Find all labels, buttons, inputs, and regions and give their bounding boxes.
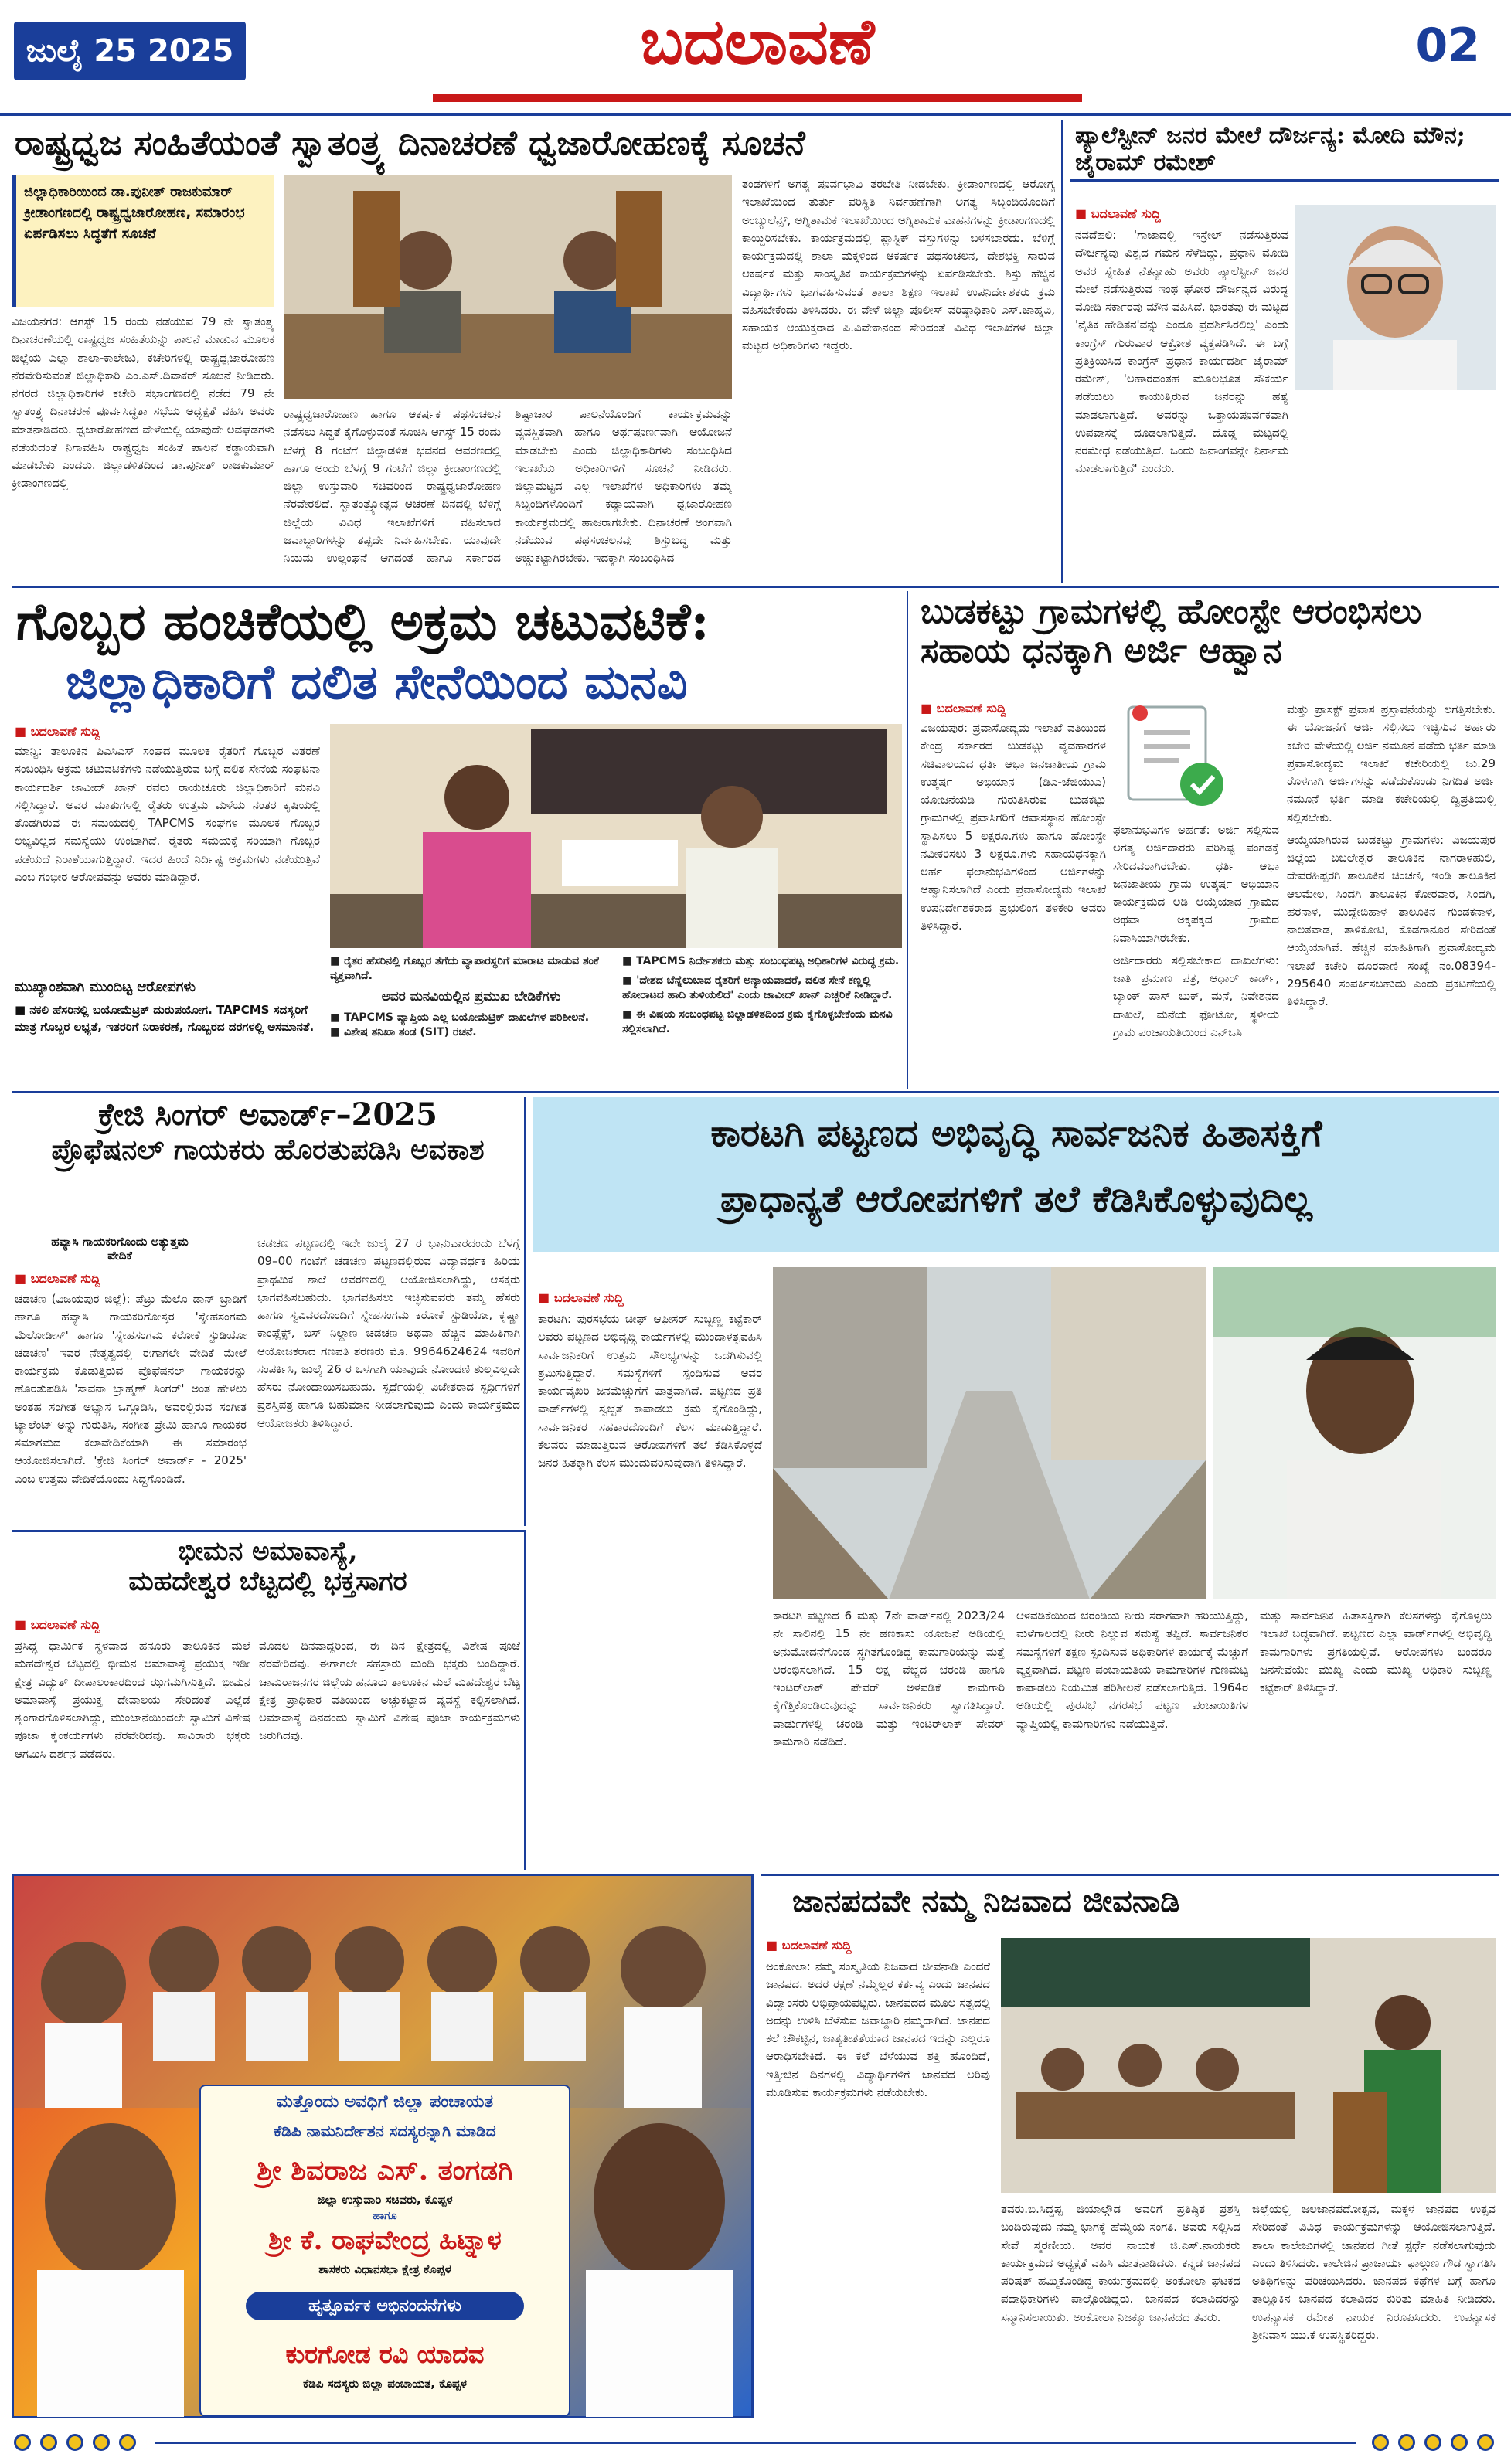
ad-from: ಕುರಗೋಡ ರವಿ ಯಾದವ (285, 2340, 485, 2369)
footer-dot (93, 2434, 110, 2451)
mm-hills-body: ಪ್ರಸಿದ್ಧ ಧಾರ್ಮಿಕ ಸ್ಥಳವಾದ ಹನೂರು ತಾಲೂಕಿನ ಮಲೆ ಮಹದೇಶ್ವರ ಬೆಟ್ಟದಲ್ಲಿ ಭೀಮನ ಅಮಾವಾಸ್ಯೆ ಪ್ರಯುಕ್ತ ಇಡೀ ಕ್ಷೇತ್ರ ವಿದ್ಯುತ್ ದೀಪಾಲಂಕಾರದಿಂದ ಝಗಮಗಿಸುತ್ತಿದೆ. ಭೀಮನ ಅಮಾವಾಸ್ಯೆ ಪ್ರಯುಕ್ತ ದೇವಾಲಯ ಸೇರಿದಂತೆ ಎಲ್ಲೆಡೆ ಶೃಂಗಾರಗೊಳಿಸಲಾಗಿದ್ದು, ಮುಂಜಾನೆಯಿಂದಲೇ ಸ್ವಾಮಿಗೆ ವಿಶೇಷ ಪೂಜಾ ಕೈಂಕರ್ಯಗಳು ನೆರವೇರಿದವು. ಸಾವಿರಾರು ಭಕ್ತರು ಆಗಮಿಸಿ ದರ್ಶನ ಪಡೆದರು. (15, 1639, 250, 1761)
folklore-body: ಅಂಕೋಲಾ: ನಮ್ಮ ಸಂಸ್ಕೃತಿಯ ನಿಜವಾದ ಜೀವನಾಡಿ ಎಂದರೆ ಜಾನಪದ. ಅದರ ರಕ್ಷಣೆ ನಮ್ಮೆಲ್ಲರ ಕರ್ತವ್ಯ ಎಂದು ಜಾನಪದ ವಿದ್ವಾಂಸರು ಅಭಿಪ್ರಾಯಪಟ್ಟರು. ಜಾನಪದದ ಮೂಲ ಸತ್ವದಲ್ಲಿ ಅದನ್ನು ಉಳಿಸಿ ಬೆಳೆಸುವ ಜವಾಬ್ದಾರಿ ನಮ್ಮದಾಗಿದೆ. ಜಾನಪದ ಕಲೆ ಚೌಕಟ್ಟಿನ, ಜಾತ್ಯತೀತತೆಯಾದ ಜಾನಪದ ಇದನ್ನು ಎಲ್ಲರೂ ಆರಾಧಿಸಬೇಕಿದೆ. ಈ ಕಲೆ ಬೆಳೆಯುವ ಶಕ್ತಿ ಹೊಂದಿದೆ, ಇತ್ತೀಚಿನ ದಿನಗಳಲ್ಲಿ ವಿದ್ಯಾರ್ಥಿಗಳಿಗೆ ಜಾನಪದ ಅರಿವು ಮೂಡಿಸುವ ಕಾರ್ಯಕ್ರಮಗಳು ನಡೆಯಬೇಕು. (766, 1959, 990, 2099)
folklore-photo-svg (1001, 1938, 1496, 2193)
caption-1-item-a: ■ TAPCMS ವ್ಯಾಪ್ತಿಯ ಎಲ್ಲ ಬಯೋಮೆಟ್ರಿಕ್ ದಾಖಲೆಗಳ ಪರಿಶೀಲನೆ. (330, 1011, 590, 1024)
ad-left-portrait (22, 2085, 199, 2417)
footer-dot (66, 2434, 83, 2451)
flag-code-kicker: ಜಿಲ್ಲಾಧಿಕಾರಿಯಿಂದ ಡಾ.ಪುನೀತ್ ರಾಜಕುಮಾರ್ ಕ್ರೀಡಾಂಗಣದಲ್ಲಿ ರಾಷ್ಟ್ರಧ್ವಜಾರೋಹಣ, ಸಮಾರಂಭ ಏರ್ಪಡಿಸಲು ಸಿದ್ಧತೆಗೆ ಸೂಚನೆ (12, 175, 274, 307)
divider-2 (12, 1091, 1499, 1093)
footer-dot (119, 2434, 136, 2451)
fertilizer-caption-2 (622, 954, 902, 1036)
homestay-eligibility (1113, 821, 1279, 1082)
road-photo-svg (773, 1267, 1206, 1599)
mm-hills-headline-1: ಭೀಮನ ಅಮಾವಾಸ್ಯೆ, (178, 1536, 358, 1567)
homestay-right (1287, 701, 1496, 1082)
homestay-documents-text: ಅರ್ಜಿದಾರರು ಸಲ್ಲಿಸಬೇಕಾದ ದಾಖಲೆಗಳು: ಜಾತಿ ಪ್ರಮಾಣ ಪತ್ರ, ಆಧಾರ್ ಕಾರ್ಡ್, ಬ್ಯಾಂಕ್ ಪಾಸ್ ಬುಕ್, ಮನೆ, ನಿವೇಶನದ ದಾಖಲೆ, ಮನೆಯ ಫೋಟೋ, ಸ್ಥಳೀಯ ಗ್ರಾಮ ಪಂಚಾಯತಿಯಿಂದ ಎನ್‌ಒಸಿ (1113, 953, 1279, 1039)
palestine-byline: ■ ಬದಲಾವಣೆ ಸುದ್ದಿ (1075, 206, 1161, 221)
crazy-singer-kicker: ಹವ್ಯಾಸಿ ಗಾಯಕರಿಗೊಂದು ಅತ್ಯುತ್ತಮ ವೇದಿಕೆ (51, 1235, 189, 1263)
story-mm-hills (12, 1530, 526, 1870)
fertilizer-headline-2: ಜಿಲ್ಲಾಧಿಕಾರಿಗೆ ದಲಿತ ಸೇನೆಯಿಂದ ಮನವಿ (66, 653, 688, 710)
fertilizer-memorandum-photo (330, 724, 902, 948)
palestine-body: ನವದೆಹಲಿ: 'ಗಾಜಾದಲ್ಲಿ ಇಸ್ರೇಲ್ ನಡೆಸುತ್ತಿರುವ ದೌರ್ಜನ್ಯವು ವಿಶ್ವದ ಗಮನ ಸೆಳೆದಿದ್ದು, ಪ್ರಧಾನಿ ಮೋದಿ ಅವರ ಸ್ನೇಹಿತ ನೆತನ್ಯಾಹು ಅವರು ಪ್ಯಾಲೆಸ್ಟೀನ್ ಜನರ ಮೇಲೆ ನಡೆಸುತ್ತಿರುವ ಇಂಥ ಘೋರ ದೌರ್ಜನ್ಯದ ವಿರುದ್ಧ ಮೋದಿ ಸರ್ಕಾರವು ಮೌನ ವಹಿಸಿದೆ. ಭಾರತವು ಈ ಮಟ್ಟದ 'ನೈತಿಕ ಹೇಡಿತನ'ವನ್ನು ಎಂದೂ ಪ್ರದರ್ಶಿಸಿರಲಿಲ್ಲ' ಎಂದು ಕಾಂಗ್ರೆಸ್ ಗುರುವಾರ ಆಕ್ರೋಶ ವ್ಯಕ್ತಪಡಿಸಿದೆ. ಈ ಬಗ್ಗೆ ಪ್ರತಿಕ್ರಿಯಿಸಿದ ಕಾಂಗ್ರೆಸ್ ಪ್ರಧಾನ ಕಾರ್ಯದರ್ಶಿ ಜೈರಾಮ್ ರಮೇಶ್, 'ಅಹಾರದಂತಹ ಮೂಲಭೂತ ಸೌಕರ್ಯ ಪಡೆಯಲು ಕಾಯುತ್ತಿರುವ ಜನರನ್ನು ಹತ್ಯೆ ಮಾಡಲಾಗುತ್ತಿದೆ. ಅವರನ್ನು ಒತ್ತಾಯಪೂರ್ವಕವಾಗಿ ಉಪವಾಸಕ್ಕೆ ದೂಡಲಾಗುತ್ತಿದೆ. ದೊಡ್ಡ ಮಟ್ಟದಲ್ಲಿ ನರಮೇಧ ನಡೆಯುತ್ತಿದೆ. ಒಂದು ಜನಾಂಗವನ್ನೇ ನಿರ್ನಾಮ ಮಾಡಲಾಗುತ್ತಿದೆ' ಎಂದರು. (1075, 228, 1288, 476)
story-palestine (1070, 120, 1499, 583)
footer-dots-left (14, 2434, 136, 2451)
fertilizer-byline: ■ ಬದಲಾವಣೆ ಸುದ್ದಿ (15, 724, 100, 739)
footer-line (155, 2442, 1356, 2444)
ad-right-portrait (570, 2085, 748, 2417)
story-karatagi (533, 1097, 1499, 1870)
fertilizer-headline-1: ಗೊಬ್ಬರ ಹಂಚಿಕೆಯಲ್ಲಿ ಅಕ್ರಮ ಚಟುವಟಿಕೆ: (16, 591, 710, 651)
footer-dot (1398, 2434, 1415, 2451)
caption-1-item-b: ■ ವಿಶೇಷ ತನಿಖಾ ತಂಡ (SIT) ರಚನೆ. (330, 1025, 477, 1038)
footer-dot (1372, 2434, 1389, 2451)
mm-hills-body-2: ಮೊದಲ ದಿನವಾದ್ದರಿಂದ, ಈ ದಿನ ಕ್ಷೇತ್ರದಲ್ಲಿ ವಿಶೇಷ ಪೂಜೆ ನೆರವೇರಿದವು. ಈಗಾಗಲೇ ಸಹಸ್ರಾರು ಮಂದಿ ಭಕ್ತರು ಬಂದಿದ್ದಾರೆ. ಚಾಮರಾಜನಗರ ಜಿಲ್ಲೆಯ ಹನೂರು ತಾಲೂಕಿನ ಮಲೆ ಮಹದೇಶ್ವರ ಬೆಟ್ಟ ಕ್ಷೇತ್ರ ಪ್ರಾಧಿಕಾರ ವತಿಯಿಂದ ಅಚ್ಚುಕಟ್ಟಾದ ವ್ಯವಸ್ಥೆ ಕಲ್ಪಿಸಲಾಗಿದೆ. ಅಮಾವಾಸ್ಯೆ ದಿನದಂದು ಸ್ವಾಮಿಗೆ ವಿಶೇಷ ಪೂಜಾ ಕಾರ್ಯಕ್ರಮಗಳು ಜರುಗಿದವು. (259, 1639, 520, 1743)
homestay-byline: ■ ಬದಲಾವಣೆ ಸುದ್ದಿ (921, 701, 1006, 715)
crazy-singer-body: ಚಡಚಣ (ವಿಜಯಪುರ ಜಿಲ್ಲೆ): ಪೆಟ್ರು ಮೆಲೊ ಡಾನ್ ಬ್ರಾಡಿಗೆ ಹಾಗೂ ಹವ್ಯಾಸಿ ಗಾಯಕರಿಗೋಸ್ಕರ 'ಸ್ನೇಹಸಂಗಮ ಮೆಲೋಡೀಸ್' ಹಾಗೂ 'ಸ್ನೇಹಸಂಗಮ ಕರೋಕೆ ಸ್ಟುಡಿಯೋ ಚಡಚಣ' ಇವರ ನೇತೃತ್ವದಲ್ಲಿ ಈಗಾಗಲೇ ವೇದಿಕೆ ಮೇಲೆ ಕಾರ್ಯಕ್ರಮ ಕೊಡುತ್ತಿರುವ ಪ್ರೊಫೆಷನಲ್ ಗಾಯಕರನ್ನು ಹೊರತುಪಡಿಸಿ 'ಸಾವನಾ ಬ್ರಾಹ್ಮಣ್ ಸಿಂಗರ್' ಅಂತ ಹೇಳಲು ಅಂತಹ ಸಂಗೀತ ಅಭ್ಯಾಸ ಒಗ್ಗೂಡಿಸಿ, ಅವರಲ್ಲಿರುವ ಸಂಗೀತ ಟ್ಯಾಲೆಂಟ್ ಅನ್ನು ಗುರುತಿಸಿ, ಸಂಗೀತ ಪ್ರೇಮಿ ಹಾಗೂ ಗಾಯಕರ ಸಮಾಗಮದ ಕಲಾವೇದಿಕೆಯಾಗಿ ಈ ಸಮಾರಂಭ ಆಯೋಜಿಸಲಾಗಿದೆ. 'ಕ್ರೇಜಿ ಸಿಂಗರ್ ಅವಾರ್ಡ್ - 2025' ಎಂಬ ಉತ್ತಮ ವೇದಿಕೆಯೊಂದು ಸಿದ್ಧಗೊಂಡಿದೆ. (15, 1292, 247, 1486)
ad-from-role: ಕೆಡಿಪಿ ಸದಸ್ಯರು ಜಿಲ್ಲಾ ಪಂಚಾಯತ, ಕೊಪ್ಪಳ (303, 2377, 467, 2391)
crazy-singer-byline: ■ ಬದಲಾವಣೆ ಸುದ್ದಿ (15, 1271, 100, 1286)
footer-dot (14, 2434, 31, 2451)
ad-name-2: ಶ್ರೀ ಕೆ. ರಾಘವೇಂದ್ರ ಹಿಟ್ನಾಳ (268, 2225, 502, 2256)
fertilizer-allegations: ■ ನಕಲಿ ಹೆಸರಿನಲ್ಲಿ ಬಯೋಮೆಟ್ರಿಕ್ ದುರುಪಯೋಗ. TAPCMS ಸದಸ್ಯರಿಗೆ ಮಾತ್ರ ಗೊಬ್ಬರ ಲಭ್ಯತೆ, ಇತರರಿಗೆ ನಿರಾಕರಣೆ, ಗೊಬ್ಬರದ ದರಗಳಲ್ಲಿ ಅಸಮಾನತೆ. (15, 1003, 315, 1034)
karatagi-body: ಕಾರಟಗಿ: ಪುರಸಭೆಯ ಚೀಫ್ ಆಫೀಸರ್ ಸುಬ್ಬಣ್ಣ ಕಟ್ಟೆಕಾರ್ ಅವರು ಪಟ್ಟಣದ ಅಭಿವೃದ್ಧಿ ಕಾರ್ಯಗಳಲ್ಲಿ ಮುಂದಾಳತ್ವವಹಿಸಿ ಸಾರ್ವಜನಿಕರಿಗೆ ಉತ್ತಮ ಸೌಲಭ್ಯಗಳನ್ನು ಒದಗಿಸುವಲ್ಲಿ ಶ್ರಮಿಸುತ್ತಿದ್ದಾರೆ. ಸಮಸ್ಯೆಗಳಿಗೆ ಸ್ಪಂದಿಸುವ ಅವರ ಕಾರ್ಯವೈಖರಿ ಜನಮೆಚ್ಚುಗೆಗೆ ಪಾತ್ರವಾಗಿದೆ. ಪಟ್ಟಣದ ಪ್ರತಿ ವಾರ್ಡ್‌ಗಳಲ್ಲಿ ಸ್ವಚ್ಛತೆ ಕಾಪಾಡಲು ಕ್ರಮ ಕೈಗೊಂಡಿದ್ದು, ಸಾರ್ವಜನಿಕರ ಸಹಕಾರದೊಂದಿಗೆ ಕೆಲಸ ಮಾಡುತ್ತಿದ್ದಾರೆ. ಕೆಲವರು ಮಾಡುತ್ತಿರುವ ಆರೋಪಗಳಿಗೆ ತಲೆ ಕೆಡಿಸಿಕೊಳ್ಳದೆ ಜನರ ಹಿತಕ್ಕಾಗಿ ಕೆಲಸ ಮುಂದುವರಿಸುವುದಾಗಿ ತಿಳಿಸಿದ್ದಾರೆ. (538, 1312, 762, 1470)
story-fertilizer (12, 591, 908, 1089)
flag-code-headline: ರಾಷ್ಟ್ರಧ್ವಜ ಸಂಹಿತೆಯಂತೆ ಸ್ವಾತಂತ್ರ್ಯ ದಿನಾಚರಣೆ ಧ್ವಜಾರೋಹಣಕ್ಕೆ ಸೂಚನೆ (15, 124, 805, 163)
footer-dot (1451, 2434, 1468, 2451)
officer-portrait-svg (1213, 1267, 1496, 1599)
homestay-apply-info: ಮತ್ತು ಪ್ರಾಸಕ್ಟ್ ಪ್ರವಾಸ ಪ್ರಸ್ತಾವನೆಯನ್ನು ಲಗತ್ತಿಸಬೇಕು. ಈ ಯೋಜನೆಗೆ ಅರ್ಜಿ ಸಲ್ಲಿಸಲು ಇಚ್ಛಿಸುವ ಅರ್ಹರು ಕಚೇರಿ ವೇಳೆಯಲ್ಲಿ ಅರ್ಜಿ ನಮೂನೆ ಪಡೆದು ಭರ್ತಿ ಮಾಡಿ ಪ್ರವಾಸೋದ್ಯಮ ಇಲಾಖೆ ಕಚೇರಿಯಲ್ಲಿ ಜು.29 ರೊಳಗಾಗಿ ಅರ್ಜಿಗಳನ್ನು ಪಡೆದುಕೊಂಡು ನಿಗದಿತ ಅರ್ಜಿ ನಮೂನೆ ಭರ್ತಿ ಮಾಡಿ ಕಚೇರಿಯಲ್ಲಿ ದ್ವಿಪ್ರತಿಯಲ್ಲಿ ಸಲ್ಲಿಸಬೇಕು. (1287, 702, 1496, 824)
jairam-ramesh-photo (1295, 205, 1496, 390)
homestay-eligibility-text: ಫಲಾನುಭವಿಗಳ ಅರ್ಹತೆ: ಅರ್ಜಿ ಸಲ್ಲಿಸುವ ಅಗತ್ಯ ಅರ್ಜಿದಾರರು ಪರಿಶಿಷ್ಟ ಪಂಗಡಕ್ಕೆ ಸೇರಿದವರಾಗಿರಬೇಕು. ಧರ್ತಿ ಆಭಾ ಜನಜಾತೀಯ ಗ್ರಾಮ ಉತ್ಕರ್ಷ ಅಭಿಯಾನ ಕಾರ್ಯಕ್ರಮದ ಅಡಿ ಆಯ್ಕೆಯಾದ ಗ್ರಾಮದ ಅಥವಾ ಅಕ್ಕಪಕ್ಕದ ಗ್ರಾಮದ ನಿವಾಸಿಯಾಗಿರಬೇಕು. (1113, 823, 1279, 945)
ad-name-1: ಶ್ರೀ ಶಿವರಾಜ ಎಸ್. ತಂಗಡಗಿ (257, 2154, 513, 2187)
mm-hills-headline-2: ಮಹದೇಶ್ವರ ಬೆಟ್ಟದಲ್ಲಿ ಭಕ್ತಸಾಗರ (128, 1566, 407, 1598)
homestay-villages: ಆಯ್ಕೆಯಾಗಿರುವ ಬುಡಕಟ್ಟು ಗ್ರಾಮಗಳು: ವಿಜಯಪುರ ಜಿಲ್ಲೆಯ ಬಬಲೇಶ್ವರ ತಾಲೂಕಿನ ನಾಗರಾಳಹುಲಿ, ದೇವರಹಿಪ್ಪರಗಿ ತಾಲೂಕಿನ ಚಿಂಚಣಿ, ಇಂಡಿ ತಾಲೂಕಿನ ಆಲಮೇಲ, ಸಿಂದಗಿ ತಾಲೂಕಿನ ಕೋರವಾರ, ಸಿಂದಗಿ, ಹರನಾಳ, ಮುದ್ದೇಬಿಹಾಳ ತಾಲೂಕಿನ ಗುಂಡಕನಾಳ, ನಾಲತವಾಡ, ತಾಳಿಕೋಟಿ, ಕೊಡಗಾನೂರ ಸೇರಿದಂತೆ ಆಯ್ಕೆಯಾಗಿವೆ. ಹೆಚ್ಚಿನ ಮಾಹಿತಿಗಾಗಿ ಪ್ರವಾಸೋದ್ಯಮ ಇಲಾಖೆ ಕಚೇರಿ ದೂರವಾಣಿ ಸಂಖ್ಯೆ ನಂ.08394-295640 ಸಂಪರ್ಕಿಸಬಹುದು ಎಂದು ಪ್ರಕಟಣೆಯಲ್ಲಿ ತಿಳಿಸಿದ್ದಾರೆ. (1287, 832, 1496, 1008)
footer-dot (40, 2434, 57, 2451)
page-number: 02 (1415, 19, 1480, 73)
masthead-title: ಬದಲಾವಣೆ (640, 5, 875, 79)
fertilizer-body: ಮಾನ್ವಿ: ತಾಲೂಕಿನ ಪಿಎಸಿಎಸ್ ಸಂಘದ ಮೂಲಕ ರೈತರಿಗೆ ಗೊಬ್ಬರ ವಿತರಣೆ ಸಂಬಂಧಿಸಿ ಅಕ್ರಮ ಚಟುವಟಿಕೆಗಳು ನಡೆಯುತ್ತಿರುವ ಬಗ್ಗೆ ದಲಿತ ಸೇನೆಯ ಸಂಘಟನಾ ಕಾರ್ಯದರ್ಶಿ ಜಾವೀದ್ ಖಾನ್ ರವರು ರಾಯಚೂರು ಜಿಲ್ಲಾಧಿಕಾರಿಗೆ ಮನವಿ ಸಲ್ಲಿಸಿದ್ದಾರೆ. ಅವರ ಮಾತುಗಳಲ್ಲಿ ರೈತರು ಉತ್ತಮ ಮಳೆಯ ನಂತರ ಕೃಷಿಯಲ್ಲಿ ತೊಡಗಿರುವ ಈ ಸಮಯದಲ್ಲಿ TAPCMS ಸಂಘಗಳ ಮೂಲಕ ಗೊಬ್ಬರ ಲಭ್ಯವಿಲ್ಲದ ಸಮಸ್ಯೆಯು ಉಂಟಾಗಿದೆ. ರೈತರು ಸಮಯಕ್ಕೆ ಸರಿಯಾಗಿ ಗೊಬ್ಬರ ಪಡೆಯದೆ ನಿರಾಶೆಯಾಗುತ್ತಿದ್ದಾರೆ. ಇದರ ಹಿಂದೆ ನಿರ್ದಿಷ್ಟ ಅಕ್ರಮಗಳು ನಡೆಯುತ್ತಿವೆ ಎಂಬ ಗಂಭೀರ ಆರೋಪವನ್ನು ಅವರು ಮಾಡಿದ್ದಾರೆ. (15, 744, 320, 884)
story-flag-code (12, 120, 1063, 583)
application-form-icon (1113, 699, 1233, 815)
fertilizer-subhead: ಮುಖ್ಯಾಂಶವಾಗಿ ಮುಂದಿಟ್ಟ ಆರೋಪಗಳು (15, 979, 196, 995)
folklore-headline: ಜಾನಪದವೇ ನಮ್ಮ ನಿಜವಾದ ಜೀವನಾಡಿ (792, 1883, 1180, 1919)
flag-code-col2: ರಾಷ್ಟ್ರಧ್ವಜಾರೋಹಣ ಹಾಗೂ ಆಕರ್ಷಕ ಪಥಸಂಚಲನ ನಡೆಸಲು ಸಿದ್ಧತೆ ಕೈಗೊಳ್ಳುವಂತೆ ಸೂಚಿಸಿ ಆಗಸ್ಟ್ 15 ರಂದು ಬೆಳಗ್ಗೆ 8 ಗಂಟೆಗೆ ಜಿಲ್ಲಾಡಳಿತ ಭವನದ ಆವರಣದಲ್ಲಿ ಹಾಗೂ ಅಂದು ಬೆಳಗ್ಗೆ 9 ಗಂಟೆಗೆ ಜಿಲ್ಲಾ ಕ್ರೀಡಾಂಗಣದಲ್ಲಿ ಜಿಲ್ಲಾ ಉಸ್ತುವಾರಿ ಸಚಿವರಿಂದ ರಾಷ್ಟ್ರಧ್ವಜಾರೋಹಣ ನೆರವೇರಲಿದೆ. ಸ್ವಾತಂತ್ರ್ಯೋತ್ಸವ ಆಚರಣೆ ದಿನದಲ್ಲಿ ಬೆಳಿಗ್ಗೆ ಜಿಲ್ಲೆಯ ವಿವಿಧ ಇಲಾಖೆಗಳಿಗೆ ವಹಿಸಲಾದ ಜವಾಬ್ದಾರಿಗಳನ್ನು ತಪ್ಪದೇ ನಿರ್ವಹಿಸಬೇಕು. ಯಾವುದೇ ನಿಯಮ ಉಲ್ಲಂಘನೆ ಆಗದಂತೆ ಹಾಗೂ ಸರ್ಕಾರದ ಶಿಷ್ಟಾಚಾರ ಪಾಲನೆಯೊಂದಿಗೆ ಕಾರ್ಯಕ್ರಮವನ್ನು ವ್ಯವಸ್ಥಿತವಾಗಿ ಹಾಗೂ ಅರ್ಥಪೂರ್ಣವಾಗಿ ಆಯೋಜನೆ ಮಾಡಬೇಕು ಎಂದು ಜಿಲ್ಲಾಧಿಕಾರಿಗಳು ಸಂಬಂಧಿಸಿದ ಇಲಾಖೆಯ ಅಧಿಕಾರಿಗಳಿಗೆ ಸೂಚನೆ ನೀಡಿದರು. ಜಿಲ್ಲಾಮಟ್ಟದ ಎಲ್ಲ ಇಲಾಖೆಗಳ ಅಧಿಕಾರಿಗಳು ತಮ್ಮ ಸಿಬ್ಬಂದಿಗಳೊಂದಿಗೆ ಕಡ್ಡಾಯವಾಗಿ ಧ್ವಜಾರೋಹಣ ಕಾರ್ಯಕ್ರಮದಲ್ಲಿ ಹಾಜರಾಗಬೇಕು. ದಿನಾಚರಣೆ ಅಂಗವಾಗಿ ನಡೆಯುವ ಪಥಸಂಚಲನವು ಶಿಸ್ತುಬದ್ಧ ಮತ್ತು ಅಚ್ಚುಕಟ್ಟಾಗಿರಬೇಕು. ಇದಕ್ಕಾಗಿ ಸಂಬಂಧಿಸಿದ (284, 407, 732, 565)
fertilizer-caption-1 (330, 954, 612, 1040)
ad-and: ಹಾಗೂ (373, 2210, 397, 2222)
congratulations-advertisement (12, 1874, 754, 2418)
flag-code-col1: ವಿಜಯನಗರ: ಆಗಸ್ಟ್ 15 ರಂದು ನಡೆಯುವ 79 ನೇ ಸ್ವಾತಂತ್ರ್ಯ ದಿನಾಚರಣೆಯಲ್ಲಿ ರಾಷ್ಟ್ರಧ್ವಜ ಸಂಹಿತೆಯನ್ನು ಪಾಲನೆ ಮಾಡುವ ಮೂಲಕ ಜಿಲ್ಲೆಯ ಎಲ್ಲಾ ಶಾಲಾ-ಕಾಲೇಜು, ಕಚೇರಿಗಳಲ್ಲಿ ರಾಷ್ಟ್ರಧ್ವಜಾರೋಹಣ ನೆರವೇರಿಸುವಂತೆ ಜಿಲ್ಲಾಧಿಕಾರಿ ಎಂ.ಎಸ್.ದಿವಾಕರ್ ಸೂಚನೆ ನೀಡಿದರು. ನಗರದ ಜಿಲ್ಲಾಧಿಕಾರಿಗಳ ಕಚೇರಿ ಸಭಾಂಗಣದಲ್ಲಿ ನಡೆದ 79 ನೇ ಸ್ವಾತಂತ್ರ್ಯ ದಿನಾಚರಣೆ ಪೂರ್ವಸಿದ್ಧತಾ ಸಭೆಯ ಅಧ್ಯಕ್ಷತೆ ವಹಿಸಿ ಅವರು ಮಾತನಾಡಿದರು. ಧ್ವಜಾರೋಹಣದ ವೇಳೆಯಲ್ಲಿ ಯಾವುದೇ ಅವಘಡಗಳು ನಡೆಯದಂತೆ ನಿಗಾವಹಿಸಿ ರಾಷ್ಟ್ರಧ್ವಜ ಸಂಹಿತೆ ಪಾಲನೆ ಕಡ್ಡಾಯವಾಗಿ ಮಾಡಬೇಕು ಎಂದರು. ಜಿಲ್ಲಾಡಳಿತದಿಂದ ಡಾ.ಪುನೀತ್ ರಾಜಕುಮಾರ್ ಕ್ರೀಡಾಂಗಣದಲ್ಲಿ (12, 314, 274, 491)
ad-role-2: ಶಾಸಕರು ವಿಧಾನಸಭಾ ಕ್ಷೇತ್ರ ಕೊಪ್ಪಳ (318, 2262, 451, 2276)
story-folklore (761, 1874, 1499, 2418)
karatagi-road-photo (773, 1267, 1206, 1599)
caption-1-heading: ಅವರ ಮನವಿಯಲ್ಲಿನ ಪ್ರಮುಖ ಬೇಡಿಕೆಗಳು (381, 988, 561, 1004)
karatagi-body-2: ಕಾರಟಗಿ ಪಟ್ಟಣದ 6 ಮತ್ತು 7ನೇ ವಾರ್ಡ್‌ನಲ್ಲಿ 2023/24 ನೇ ಸಾಲಿನಲ್ಲಿ 15 ನೇ ಹಣಕಾಸು ಯೋಜನೆ ಅಡಿಯಲ್ಲಿ ಅನುಮೋದನೆಗೊಂಡ ಸ್ಥಗಿತಗೊಂಡಿದ್ದ ಕಾಮಗಾರಿಯನ್ನು ಮತ್ತೆ ಆರಂಭಿಸಲಾಗಿದೆ. 15 ಲಕ್ಷ ವೆಚ್ಚದ ಚರಂಡಿ ಹಾಗೂ ಇಂಟರ್‌ಲಾಕ್ ಪೇವರ್ ಅಳವಡಿಕೆ ಕಾಮಗಾರಿ ಕೈಗೆತ್ತಿಕೊಂಡಿರುವುದನ್ನು ಸಾರ್ವಜನಿಕರು ಸ್ವಾಗತಿಸಿದ್ದಾರೆ. ವಾರ್ಡುಗಳಲ್ಲಿ ಚರಂಡಿ ಮತ್ತು ಇಂಟರ್‌ಲಾಕ್ ಪೇವರ್ ಕಾಮಗಾರಿ ನಡೆದಿದೆ. (773, 1609, 1005, 1749)
folklore-body-2: ತವರು.ಬಿ.ಸಿದ್ದಪ್ಪ ಜಿಯಾಲ್ಗೌಡ ಅವರಿಗೆ ಪ್ರತಿಷ್ಠಿತ ಪ್ರಶಸ್ತಿ ಬಂದಿರುವುದು ನಮ್ಮ ಭಾಗಕ್ಕೆ ಹೆಮ್ಮೆಯ ಸಂಗತಿ. ಅವರು ಸಲ್ಲಿಸಿದ ಸೇವೆ ಸ್ಮರಣೀಯ. ಅವರ ನಾಯಕ ಜಿ.ಎಸ್.ನಾಯಕರು ಕಾರ್ಯಕ್ರಮದ ಅಧ್ಯಕ್ಷತೆ ವಹಿಸಿ ಮಾತನಾಡಿದರು. ಕನ್ನಡ ಜಾನಪದ ಪರಿಷತ್ ಹಮ್ಮಿಕೊಂಡಿದ್ದ ಕಾರ್ಯಕ್ರಮದಲ್ಲಿ ಅಂಕೋಲಾ ಘಟಕದ ಪದಾಧಿಕಾರಿಗಳು ಪಾಲ್ಗೊಂಡಿದ್ದರು. ಜಾನಪದ ಕಲಾವಿದರನ್ನು ಸನ್ಮಾನಿಸಲಾಯಿತು. ಅಂಕೋಲಾ ನಿಜಕ್ಕೂ ಜಾನಪದದ ತವರು. (1001, 2202, 1240, 2324)
footer-dot (1477, 2434, 1494, 2451)
karatagi-headline-1: ಕಾರಟಗಿ ಪಟ್ಟಣದ ಅಭಿವೃದ್ಧಿ ಸಾರ್ವಜನಿಕ ಹಿತಾಸಕ್ತಿಗೆ (710, 1112, 1322, 1155)
homestay-body (921, 719, 1106, 1082)
folklore-body-3: ಜಿಲ್ಲೆಯಲ್ಲಿ ಜಲಜಾನಪದೋತ್ಸವ, ಮಕ್ಕಳ ಜಾನಪದ ಉತ್ಸವ ಸೇರಿದಂತೆ ವಿವಿಧ ಕಾರ್ಯಕ್ರಮಗಳನ್ನು ಆಯೋಜಿಸಲಾಗುತ್ತಿದೆ. ಶಾಲಾ ಕಾಲೇಜುಗಳಲ್ಲಿ ಜಾನಪದ ಗೀತೆ ಸ್ಪರ್ಧೆ ನಡೆಸಲಾಗುವುದು ಎಂದು ತಿಳಿಸಿದರು. ಕಾಲೇಜಿನ ಪ್ರಾಚಾರ್ಯ ಫಾಲ್ಗುಣ ಗೌಡ ಸ್ವಾಗತಿಸಿ ಅತಿಥಿಗಳನ್ನು ಪರಿಚಯಿಸಿದರು. ಜಾನಪದ ಕಥೆಗಳ ಬಗ್ಗೆ ಹಾಗೂ ತಾಲ್ಲೂಕಿನ ಜಾನಪದ ಕಲಾವಿದರ ಕುರಿತು ಮಾಹಿತಿ ನೀಡಿದರು. ಉಪನ್ಯಾಸಕ ರಮೇಶ ನಾಯಕ ನಿರೂಪಿಸಿದರು. ಉಪನ್ಯಾಸಕ ಶ್ರೀನಿವಾಸ ಯು.ಕೆ ಉಪಸ್ಥಿತರಿದ್ದರು. (1252, 2202, 1496, 2342)
caption-2-quote: ■ 'ದೇಶದ ಬೆನ್ನೆಲುಬಾದ ರೈತರಿಗೆ ಅನ್ಯಾಯವಾದರೆ, ದಲಿತ ಸೇನೆ ಕಣ್ಣಲ್ಲಿ ಹೋರಾಟದ ಹಾದಿ ತುಳಿಯಲಿದೆ' ಎಂದು ಜಾವೀದ್ ಖಾನ್ ಎಚ್ಚರಿಕೆ ನೀಡಿದ್ದಾರೆ. (622, 974, 893, 1001)
karatagi-byline: ■ ಬದಲಾವಣೆ ಸುದ್ದಿ (538, 1290, 624, 1305)
crazy-singer-headline-2: ಪ್ರೊಫೆಷನಲ್ ಗಾಯಕರು ಹೊರತುಪಡಿಸಿ ಅವಕಾಶ (51, 1133, 485, 1166)
divider-1 (12, 586, 1499, 588)
ad-greeting: ಹೃತ್ಪೂರ್ವಕ ಅಭಿನಂದನೆಗಳು (246, 2292, 524, 2320)
karatagi-body-4: ಮತ್ತು ಸಾರ್ವಜನಿಕ ಹಿತಾಸಕ್ತಿಗಾಗಿ ಕೆಲಸಗಳನ್ನು ಕೈಗೊಳ್ಳಲು ಇಲಾಖೆ ಬದ್ಧವಾಗಿದೆ. ಪಟ್ಟಣದ ಎಲ್ಲಾ ವಾರ್ಡ್‌ಗಳಲ್ಲಿ ಅಭಿವೃದ್ಧಿ ಕಾಮಗಾರಿಗಳು ಪ್ರಗತಿಯಲ್ಲಿವೆ. ಆರೋಪಗಳು ಬಂದರೂ ಜನಸೇವೆಯೇ ಮುಖ್ಯ ಎಂದು ಮುಖ್ಯ ಅಧಿಕಾರಿ ಸುಬ್ಬಣ್ಣ ಕಟ್ಟೆಕಾರ್ ತಿಳಿಸಿದ್ದಾರೆ. (1260, 1609, 1492, 1694)
ad-line-1: ಮತ್ತೊಂದು ಅವಧಿಗೆ ಜಿಲ್ಲಾ ಪಂಚಾಯತ (276, 2092, 494, 2112)
caption-2-note: ■ ಈ ವಿಷಯ ಸಂಬಂಧಪಟ್ಟ ಜಿಲ್ಲಾಡಳಿತದಿಂದ ಕ್ರಮ ಕೈಗೊಳ್ಳಬೇಕೆಂದು ಮನವಿ ಸಲ್ಲಿಸಲಾಗಿದೆ. (622, 1008, 893, 1035)
ad-role-1: ಜಿಲ್ಲಾ ಉಸ್ತುವಾರಿ ಸಚಿವರು, ಕೊಪ್ಪಳ (317, 2193, 453, 2207)
officer-portrait (1213, 1267, 1496, 1599)
karatagi-headline-2: ಪ್ರಾಧಾನ್ಯತೆ ಆರೋಪಗಳಿಗೆ ತಲೆ ಕೆಡಿಸಿಕೊಳ್ಳುವುದಿಲ್ಲ (720, 1178, 1312, 1221)
story-crazy-singer (12, 1097, 526, 1526)
crazy-singer-headline-1: ಕ್ರೇಜಿ ಸಿಂಗರ್ ಅವಾರ್ಡ್–2025 (98, 1096, 437, 1133)
flag-code-col3: ತಂಡಗಳಿಗೆ ಅಗತ್ಯ ಪೂರ್ವಭಾವಿ ತರಬೇತಿ ನೀಡಬೇಕು. ಕ್ರೀಡಾಂಗಣದಲ್ಲಿ ಆರೋಗ್ಯ ಇಲಾಖೆಯಿಂದ ತುರ್ತು ಪರಿಸ್ಥಿತಿ ನಿರ್ವಹಣೆಗಾಗಿ ಅಗತ್ಯ ಸಿಬ್ಬಂದಿಯೊಂದಿಗೆ ಅಂಬ್ಯುಲೆನ್ಸ್, ಅಗ್ನಿಶಾಮಕ ಇಲಾಖೆಯಿಂದ ಅಗ್ನಿಶಾಮಕ ವಾಹನಗಳನ್ನು ಕ್ರೀಡಾಂಗಣದಲ್ಲಿ ಕಾಯ್ದಿರಿಸಬೇಕು. ಕಾರ್ಯಕ್ರಮದಲ್ಲಿ ಪ್ಲಾಸ್ಟಿಕ್ ವಸ್ತುಗಳನ್ನು ಬಳಸಬಾರದು. ಬೆಳಿಗ್ಗೆ ಕಾರ್ಯಕ್ರಮದಲ್ಲಿ ಶಾಲಾ ಮಕ್ಕಳಿಂದ ಆಕರ್ಷಕ ಪಥಸಂಚಲನ, ದೇಶಭಕ್ತಿ ಸಾರುವ ಆಕರ್ಷಕ ಮತ್ತು ಸಾಂಸ್ಕೃತಿಕ ಕಾರ್ಯಕ್ರಮಗಳನ್ನು ಏರ್ಪಡಿಸಬೇಕು. ಶಿಸ್ತು ಹೆಚ್ಚಿನ ವಿದ್ಯಾರ್ಥಿಗಳು ಭಾಗವಹಿಸುವಂತೆ ಶಾಲಾ ಶಿಕ್ಷಣ ಇಲಾಖೆ ಉಪನಿರ್ದೇಶಕರು ಕ್ರಮ ವಹಿಸಬೇಕೆಂದು ತಿಳಿಸಿದರು. ಈ ವೇಳೆ ಜಿಲ್ಲಾ ಪೊಲೀಸ್ ವರಿಷ್ಠಾಧಿಕಾರಿ ಎಸ್.ಜಾಹ್ನವಿ, ಸಹಾಯಕ ಆಯುಕ್ತರಾದ ಪಿ.ವಿವೇಕಾನಂದ ಸೇರಿದಂತೆ ವಿವಿಧ ಇಲಾಖೆಗಳ ಜಿಲ್ಲಾ ಮಟ್ಟದ ಅಧಿಕಾರಿಗಳು ಇದ್ದರು. (742, 177, 1055, 353)
folklore-event-photo (1001, 1938, 1496, 2193)
footer-dot (1424, 2434, 1441, 2451)
story-homestay (916, 591, 1499, 1089)
portrait-svg (1295, 205, 1496, 390)
caption-2-text: ■ TAPCMS ನಿರ್ದೇಶಕರು ಮತ್ತು ಸಂಬಂಧಪಟ್ಟ ಅಧಿಕಾರಿಗಳ ವಿರುದ್ಧ ಕ್ರಮ. (622, 955, 900, 967)
form-icon-svg (1113, 699, 1233, 815)
footer-dots-right (1372, 2434, 1494, 2451)
homestay-headline: ಬುಡಕಟ್ಟು ಗ್ರಾಮಗಳಲ್ಲಿ ಹೋಂಸ್ಟೇ ಆರಂಭಿಸಲು ಸಹಾಯ ಧನಕ್ಕಾಗಿ ಅರ್ಜಿ ಆಹ್ವಾನ (921, 592, 1422, 671)
crazy-singer-body-2: ಚಡಚಣ ಪಟ್ಟಣದಲ್ಲಿ ಇದೇ ಜುಲೈ 27 ರ ಭಾನುವಾರದಂದು ಬೆಳಗ್ಗೆ 09–00 ಗಂಟೆಗೆ ಚಡಚಣ ಪಟ್ಟಣದಲ್ಲಿರುವ ವಿದ್ಯಾವರ್ಧಕ ಹಿರಿಯ ಪ್ರಾಥಮಿಕ ಶಾಲೆ ಆವರಣದಲ್ಲಿ ಆಯೋಜಿಸಲಾಗಿದ್ದು, ಆಸಕ್ತರು ಭಾಗವಹಿಸಬಹುದು. ಭಾಗವಹಿಸಲು ಇಚ್ಛಿಸುವವರು ತಮ್ಮ ಹೆಸರು ಹಾಗೂ ಸ್ವವಿವರದೊಂದಿಗೆ ಸ್ನೇಹಸಂಗಮ ಕರೋಕೆ ಸ್ಟುಡಿಯೋ, ಕೃಷ್ಣಾ ಕಾಂಪ್ಲೆಕ್ಸ್, ಬಸ್ ನಿಲ್ದಾಣ ಚಡಚಣ ಅಥವಾ ಹೆಚ್ಚಿನ ಮಾಹಿತಿಗಾಗಿ ಆಯೋಜಕರಾದ ಗಣಪತಿ ಶರಣರು ಮೊ. 9964624624 ಇವರಿಗೆ ಸಂಪರ್ಕಿಸಿ, ಜುಲೈ 26 ರ ಒಳಗಾಗಿ ಯಾವುದೇ ನೋಂದಣಿ ಶುಲ್ಕವಿಲ್ಲದೇ ಹೆಸರು ನೋಂದಾಯಿಸಬಹುದು. ಸ್ಪರ್ಧೆಯಲ್ಲಿ ವಿಜೇತರಾದ ಸ್ಪರ್ಧಿಗಳಿಗೆ ಪ್ರಶಸ್ತಿಪತ್ರ ಹಾಗೂ ಬಹುಮಾನ ನೀಡಲಾಗುವುದು ಎಂದು ಕಾರ್ಯಕ್ರಮದ ಆಯೋಜಕರು ತಿಳಿಸಿದ್ದಾರೆ. (257, 1236, 520, 1430)
ad-portraits-svg (14, 1876, 751, 2108)
memorandum-photo-svg (330, 724, 902, 948)
issue-date: ಜುಲೈ 25 2025 (14, 22, 246, 80)
flag-code-meeting-photo (284, 175, 732, 399)
karatagi-body-3: ಆಳವಡಿಕೆಯಿಂದ ಚರಂಡಿಯ ನೀರು ಸರಾಗವಾಗಿ ಹರಿಯುತ್ತಿದ್ದು, ಮಳೆಗಾಲದಲ್ಲಿ ನೀರು ನಿಲ್ಲುವ ಸಮಸ್ಯೆ ತಪ್ಪಿದೆ. ಸಾರ್ವಜನಿಕರ ಸಮಸ್ಯೆಗಳಿಗೆ ತಕ್ಷಣ ಸ್ಪಂದಿಸುವ ಅಧಿಕಾರಿಗಳ ಕಾರ್ಯಕ್ಕೆ ಮೆಚ್ಚುಗೆ ವ್ಯಕ್ತವಾಗಿದೆ. ಪಟ್ಟಣ ಪಂಚಾಯತಿಯ ಕಾಮಗಾರಿಗಳ ಗುಣಮಟ್ಟ ಕಾಪಾಡಲು ನಿಯಮಿತ ಪರಿಶೀಲನೆ ನಡೆಸಲಾಗುತ್ತಿದೆ. 1964ರ ಅಡಿಯಲ್ಲಿ ಪುರಸಭೆ ನಗರಸಭೆ ಪಟ್ಟಣ ಪಂಚಾಯಿತಿಗಳ ವ್ಯಾಪ್ತಿಯಲ್ಲಿ ಕಾಮಗಾರಿಗಳು ನಡೆಯುತ್ತಿವೆ. (1016, 1609, 1248, 1731)
masthead-underline (433, 94, 1082, 102)
caption-1-text: ■ ರೈತರ ಹೆಸರಿನಲ್ಲಿ ಗೊಬ್ಬರ ತೆಗೆದು ವ್ಯಾಪಾರಸ್ಥರಿಗೆ ಮಾರಾಟ ಮಾಡುವ ಶಂಕೆ ವ್ಯಕ್ತವಾಗಿದೆ. (330, 955, 599, 982)
palestine-headline: ಪ್ಯಾಲೆಸ್ಟೀನ್ ಜನರ ಮೇಲೆ ದೌರ್ಜನ್ಯ: ಮೋದಿ ಮೌನ; ಜೈರಾಮ್ ರಮೇಶ್ (1070, 120, 1499, 182)
page-header (0, 0, 1511, 116)
homestay-intro: ವಿಜಯಪುರ: ಪ್ರವಾಸೋದ್ಯಮ ಇಲಾಖೆ ವತಿಯಿಂದ ಕೇಂದ್ರ ಸರ್ಕಾರದ ಬುಡಕಟ್ಟು ವ್ಯವಹಾರಗಳ ಸಚಿವಾಲಯದ ಧರ್ತಿ ಆಭಾ ಜನಜಾತೀಯ ಗ್ರಾಮ ಉತ್ಕರ್ಷ ಅಭಿಯಾನ (ಡಿಎ-ಜೆಜಿಯುಎ) ಯೋಜನೆಯಡಿ ಗುರುತಿಸಿರುವ ಬುಡಕಟ್ಟು ಗ್ರಾಮಗಳಲ್ಲಿ ಪ್ರವಾಸಿಗರಿಗೆ ಆವಾಸಸ್ಥಾನ ಹೋಂಸ್ಟೇ ಸ್ಥಾಪಿಸಲು 5 ಲಕ್ಷರೂ.ಗಳು ಹಾಗೂ ಹೋಂಸ್ಟೇ ನವೀಕರಿಸಲು 3 ಲಕ್ಷರೂ.ಗಳು ಸಹಾಯಧನಕ್ಕಾಗಿ ಅರ್ಹ ಫಲಾನುಭವಿಗಳಿಂದ ಅರ್ಜಿಗಳನ್ನು ಆಹ್ವಾನಿಸಲಾಗಿದೆ ಎಂದು ಪ್ರವಾಸೋದ್ಯಮ ಇಲಾಖೆ ಉಪನಿರ್ದೇಶಕರಾದ ಪ್ರಭುಲಿಂಗ ತಳಕೇರಿ ಅವರು ತಿಳಿಸಿದ್ದಾರೆ. (921, 721, 1106, 933)
meeting-photo-svg (284, 175, 732, 399)
ad-line-2: ಕೆಡಿಪಿ ನಾಮನಿರ್ದೇಶನ ಸದಸ್ಯರನ್ನಾಗಿ ಮಾಡಿದ (274, 2122, 496, 2140)
folklore-byline: ■ ಬದಲಾವಣೆ ಸುದ್ದಿ (766, 1938, 852, 1953)
mm-hills-byline: ■ ಬದಲಾವಣೆ ಸುದ್ದಿ (15, 1617, 100, 1632)
